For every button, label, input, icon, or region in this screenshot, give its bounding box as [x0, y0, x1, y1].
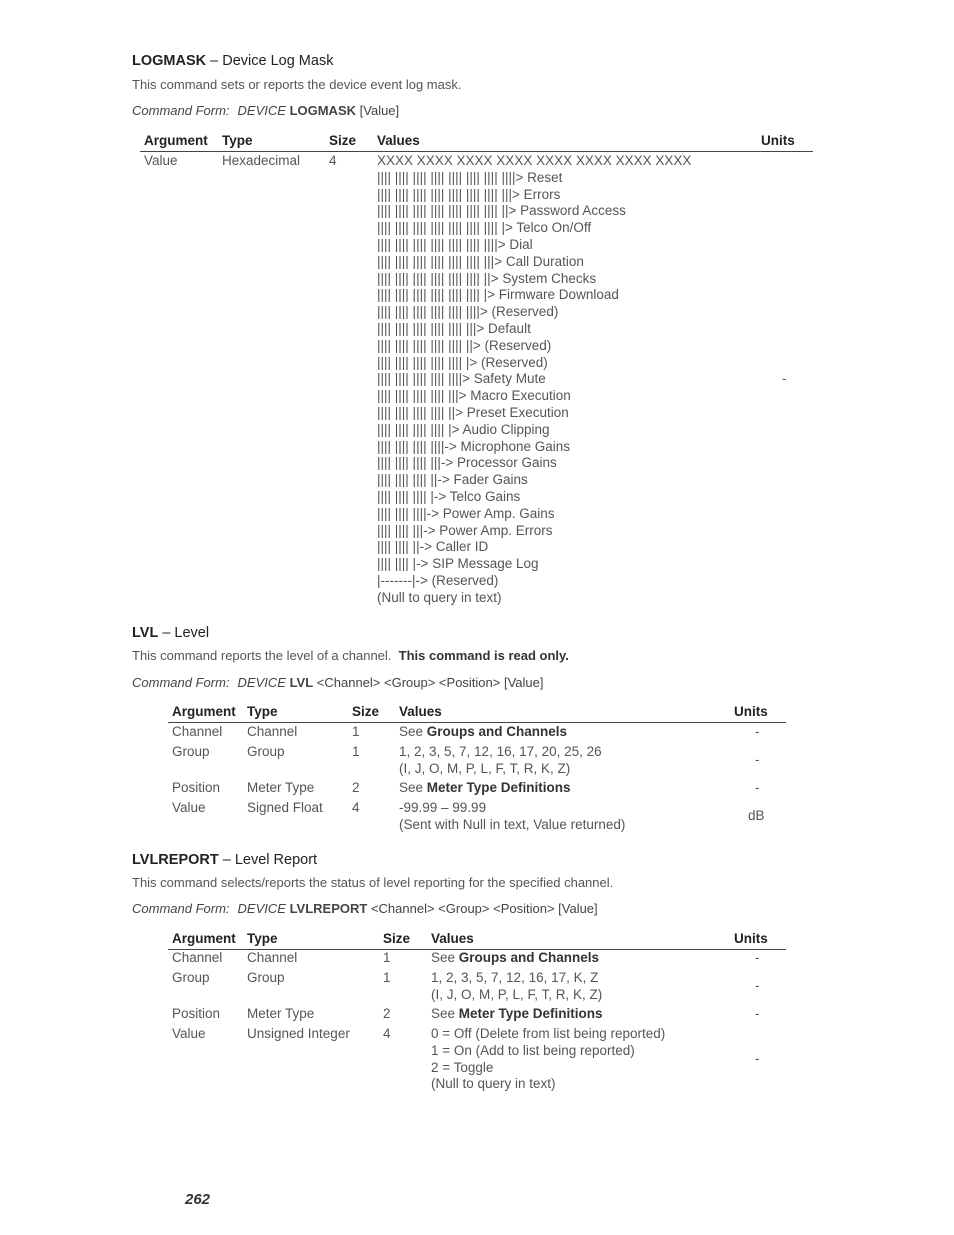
- lvl-description: This command reports the level of a channel. This command is read only.: [132, 648, 569, 663]
- table-cell-size: 1: [383, 970, 391, 985]
- table-header: Argument Type Size Values Units: [140, 133, 813, 152]
- bit-map-line: |||| |||| |||| |||| ||||> Safety Mute: [377, 371, 546, 387]
- bit-map-line: |||| |||| |||| |||| |||| |> (Reserved): [377, 354, 548, 370]
- table-cell-size: 2: [352, 780, 360, 795]
- bit-map-line: (Null to query in text): [377, 589, 502, 605]
- bit-map-line: |||| |||| |||| |||| |||| |||| |||| ||> Password Access: [377, 203, 626, 219]
- table-cell-units: -: [755, 780, 760, 795]
- table-cell-type: Channel: [247, 724, 298, 739]
- table-row-value-argument: Value: [172, 1026, 206, 1041]
- table-cell-units: -: [782, 371, 787, 386]
- lvlreport-description: This command selects/reports the status of level reporting for the specified channel.: [132, 875, 614, 890]
- bit-map-line: |||| |||| |||| |||| |||| ||> (Reserved): [377, 337, 552, 353]
- table-cell-size: 4: [329, 153, 337, 168]
- table-cell-type: Meter Type: [247, 1006, 315, 1021]
- lvl-command-form: Command Form: DEVICE LVL <Channel> <Group> <Position> [Value]: [132, 675, 544, 690]
- table-header: Argument Type Size Values Units: [168, 931, 786, 950]
- bit-map-line: |||| |||| |||-> Power Amp. Errors: [377, 522, 553, 538]
- table-cell-units: -: [755, 978, 760, 993]
- bit-map-line: |||| |||| |||| |||| |||| |||| |||| ||||> Reset: [377, 169, 563, 185]
- lvlreport-title: LVLREPORT – Level Report: [132, 852, 318, 868]
- table-cell-type: Unsigned Integer: [247, 1026, 350, 1041]
- table-cell-units: dB: [748, 808, 765, 823]
- table-cell-size: 4: [352, 800, 360, 815]
- table-cell-values: 0 = Off (Delete from list being reported) 1 = On (Add to list being reported) 2 = Toggle (Null to query in text): [431, 1026, 666, 1092]
- table-row-group-argument: Group: [172, 744, 210, 759]
- table-cell-type: Hexadecimal: [222, 153, 301, 168]
- bit-map-line: |||| |||| |||| |||| |||| |||| |||| |> Telco On/Off: [377, 220, 592, 236]
- bit-map-line: |||| |||| |||| |||| ||> Preset Execution: [377, 404, 569, 420]
- table-cell-size: 1: [383, 950, 391, 965]
- table-cell-type: Channel: [247, 950, 298, 965]
- table-cell-values: 1, 2, 3, 5, 7, 12, 16, 17, 20, 25, 26 (I, J, O, M, P, L, F, T, R, K, Z): [399, 744, 602, 776]
- bit-map-line: |||| |||| |||| ||||-> Microphone Gains: [377, 438, 571, 454]
- bit-map-line: |||| |||| |||| |||| |||| |||> Default: [377, 320, 531, 336]
- table-cell-units: -: [755, 752, 760, 767]
- table-cell-values: See Meter Type Definitions: [399, 780, 571, 795]
- bit-map-line: |||| |||| |||| ||-> Fader Gains: [377, 472, 528, 488]
- bit-map-line: |||| |||| |||| |||| |||| ||||> (Reserved): [377, 304, 559, 320]
- lvlreport-table: [168, 931, 786, 1101]
- lvlreport-command-form: Command Form: DEVICE LVLREPORT <Channel> <Group> <Position> [Value]: [132, 901, 598, 916]
- lvl-table: [168, 704, 786, 839]
- bit-map-line: |||| |||| |||| |||| |||| |||| |||| |||> Errors: [377, 186, 561, 202]
- bit-map-line: |||| |||| |||| |||| |||| |||| |||> Call Duration: [377, 253, 584, 269]
- table-cell-values: 1, 2, 3, 5, 7, 12, 16, 17, K, Z (I, J, O, M, P, L, F, T, R, K, Z): [431, 970, 603, 1002]
- table-cell-size: 4: [383, 1026, 391, 1041]
- table-cell-type: Group: [247, 744, 285, 759]
- bit-map-line: |||| |||| |||| |||| |||| |||| |> Firmware Download: [377, 287, 619, 303]
- lvl-title: LVL – Level: [132, 625, 210, 641]
- page-number: 262: [185, 1191, 211, 1208]
- table-cell-values: -99.99 – 99.99 (Sent with Null in text, Value returned): [399, 800, 626, 832]
- logmask-title: LOGMASK – Device Log Mask: [132, 53, 334, 69]
- bit-map-line: |||| |||| |||| |||| |||> Macro Execution: [377, 388, 571, 404]
- bit-map-line: |||| |||| |||| |||| |||| |||| ||> System Checks: [377, 270, 597, 286]
- bit-map-line: XXXX XXXX XXXX XXXX XXXX XXXX XXXX XXXX: [377, 153, 692, 168]
- table-cell-units: -: [755, 724, 760, 739]
- bit-map-line: |||| |||| |||| |||-> Processor Gains: [377, 455, 557, 471]
- table-row-position-argument: Position: [172, 780, 221, 795]
- logmask-table: [140, 133, 813, 613]
- logmask-bit-map: [377, 153, 691, 607]
- table-row-value-argument: Value: [172, 800, 206, 815]
- table-cell-values: See Groups and Channels: [431, 950, 600, 965]
- table-cell-values: See Groups and Channels: [399, 724, 568, 739]
- table-row-channel-argument: Channel: [172, 724, 223, 739]
- table-row-position-argument: Position: [172, 1006, 221, 1021]
- table-cell-size: 2: [383, 1006, 391, 1021]
- table-cell-size: 1: [352, 724, 360, 739]
- table-cell-units: -: [755, 1006, 760, 1021]
- table-cell-argument: Value: [144, 153, 178, 168]
- table-cell-size: 1: [352, 744, 360, 759]
- logmask-command-form: Command Form: DEVICE LOGMASK [Value]: [132, 103, 400, 118]
- table-cell-units: -: [755, 950, 760, 965]
- table-row-group-argument: Group: [172, 970, 210, 985]
- bit-map-line: |||| |||| ||||-> Power Amp. Gains: [377, 505, 555, 521]
- bit-map-line: |||| |||| |-> SIP Message Log: [377, 556, 539, 572]
- bit-map-line: |||| |||| |||| |||| |> Audio Clipping: [377, 421, 550, 437]
- table-cell-type: Signed Float: [247, 800, 323, 815]
- table-cell-values: See Meter Type Definitions: [431, 1006, 603, 1021]
- bit-map-line: |||| |||| |||| |-> Telco Gains: [377, 488, 521, 504]
- table-cell-type: Meter Type: [247, 780, 315, 795]
- table-cell-units: -: [755, 1051, 760, 1066]
- bit-map-line: |-------|-> (Reserved): [377, 572, 499, 588]
- logmask-description: This command sets or reports the device event log mask.: [132, 77, 462, 92]
- table-cell-type: Group: [247, 970, 285, 985]
- table-header: Argument Type Size Values Units: [168, 704, 786, 723]
- bit-map-line: |||| |||| |||| |||| |||| |||| ||||> Dial: [377, 236, 533, 252]
- bit-map-line: |||| |||| ||-> Caller ID: [377, 539, 489, 555]
- table-row-channel-argument: Channel: [172, 950, 223, 965]
